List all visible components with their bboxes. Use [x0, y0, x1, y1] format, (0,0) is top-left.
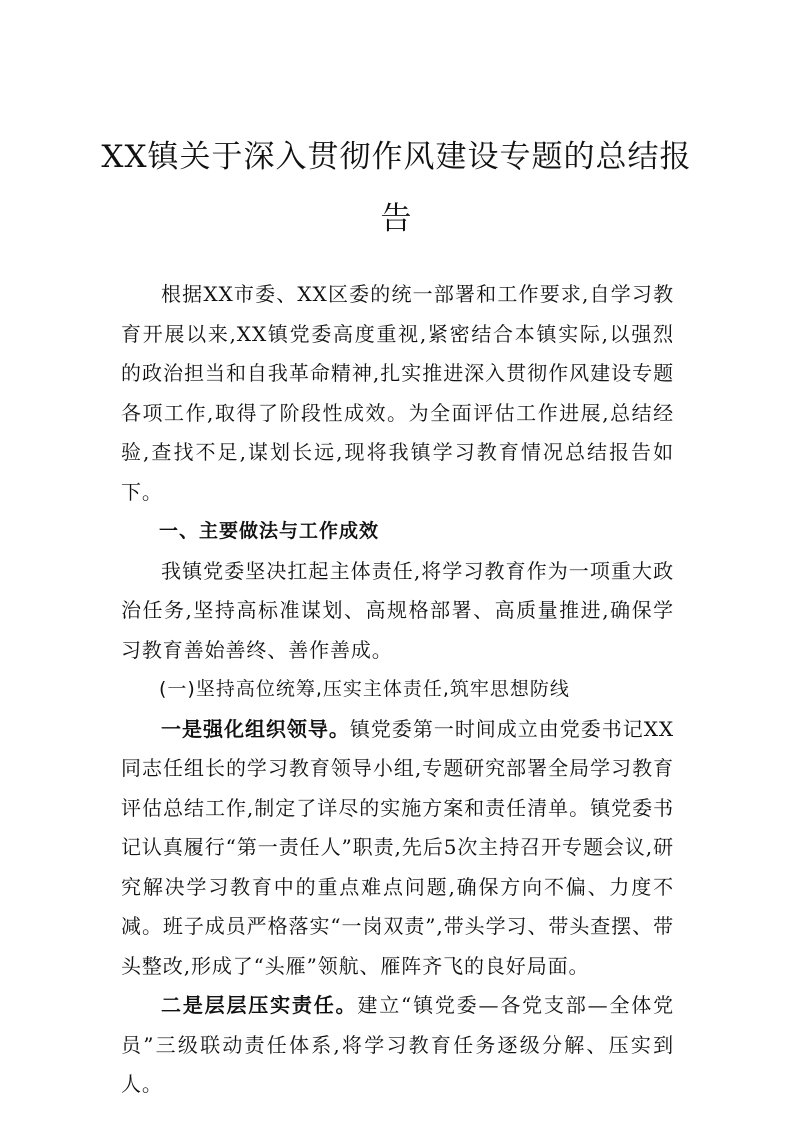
intro-paragraph: 根据XX市委、XX区委的统一部署和工作要求,自学习教育开展以来,XX镇党委高度重视,紧密结合本镇实际,以强烈的政治担当和自我革命精神,扎实推进深入贯彻作风建设专题各项工作,取得了阶段性成效。为全面评估工作进展,总结经验,查找不足,谋划长远,现将我镇学习教育情况总结报告如下。 [121, 282, 674, 504]
section-heading: 一、主要做法与工作成效 [159, 520, 380, 542]
item-paragraph-2 [121, 986, 674, 1105]
item-1-lead: 一是强化组织领导。 [161, 716, 350, 741]
subsection-heading: (一)坚持高位统筹,压实主体责任,筑牢思想防线 [159, 678, 570, 700]
item-paragraph-1 [121, 710, 674, 987]
document-title: XX镇关于深入贯彻作风建设专题的总结报告 [101, 139, 692, 237]
item-2-text: 建立“镇党委—各党支部—全体党员”三级联动责任体系,将学习教育任务逐级分解、压实到人。 [121, 993, 674, 1096]
item-1-text: 镇党委第一时间成立由党委书记XX同志任组长的学习教育领导小组,专题研究部署全局学习教育评估总结工作,制定了详尽的实施方案和责任清单。镇党委书记认真履行“第一责任人”职责,先后5次主持召开专题会议,研究解决学习教育中的重点难点问题,确保方向不偏、力度不减。班子成员严格落实“一岗双责”,带头学习、带头查摆、带头整改,形成了“头雁”领航、雁阵齐飞的良好局面。 [121, 716, 674, 978]
section-intro-paragraph: 我镇党委坚决扛起主体责任,将学习教育作为一项重大政治任务,坚持高标准谋划、高规格部署、高质量推进,确保学习教育善始善终、善作善成。 [121, 558, 674, 662]
item-2-lead: 二是层层压实责任。 [161, 993, 358, 1017]
document-body [121, 275, 674, 1105]
